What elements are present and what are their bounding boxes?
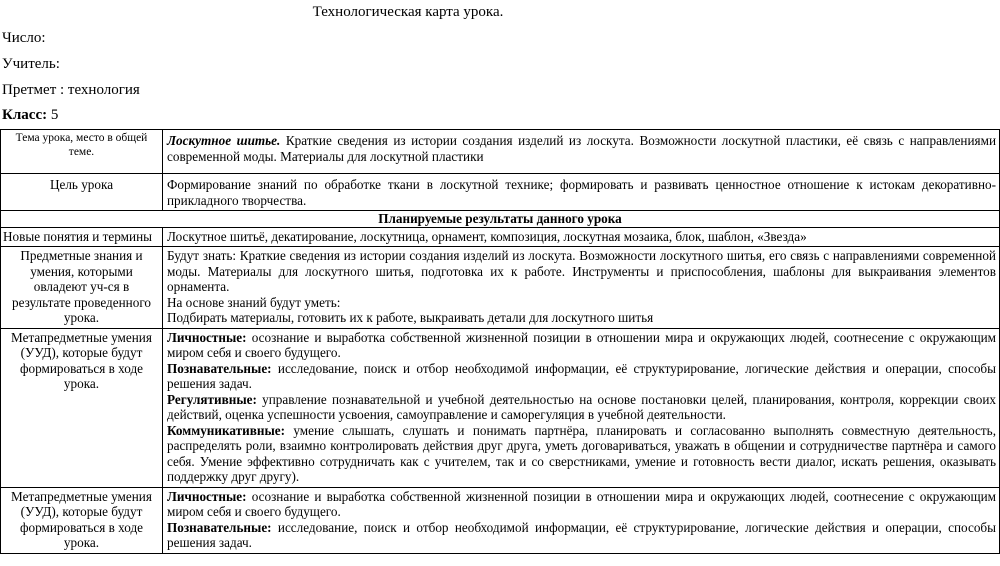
topic-title: Лоскутное шитье. (167, 133, 281, 148)
class-value: 5 (47, 107, 59, 123)
regulative-text: управление познавательной и учебной деятельностью на основе постановки целей, планирования, контроля, коррекции своих действий, оценка успешности усвоения, самоуправление и саморегуляция в учебной деятельности. (167, 391, 996, 422)
concepts-label: Новые понятия и термины (1, 227, 163, 247)
teacher-label: Учитель: (2, 56, 60, 72)
page-title: Технологическая карта урока. (312, 4, 504, 20)
cognitive-title-2: Познавательные: (167, 519, 272, 535)
knowledge-line-1: Будут знать: Краткие сведения из истории создания изделий из лоскута. Возможности лоскутного шитья, его связь с направлениями современной моды. Материалы для лоскутного шитья, подготовка их к работе. Инструменты и приспособления, шаблоны для выкраивания элементов орнамента. (167, 248, 996, 294)
table-row (1, 328, 1000, 487)
regulative-block (167, 392, 996, 423)
personal-block (167, 330, 996, 361)
communicative-title: Коммуникативные: (167, 422, 285, 438)
planned-results-header: Планируемые результаты данного урока (1, 211, 1000, 228)
personal-text-2: осознание и выработка собственной жизненной позиции в отношении мира и окружающих людей, соотнесение с окружающим миром себя и своего будущего. (167, 488, 996, 519)
meta-skills-label-2: Метапредметные умения (УУД), которые будут формироваться в ходе урока. (1, 487, 163, 553)
cognitive-text: исследование, поиск и отбор необходимой информации, её структурирование, логические действия и операции, способы решения задач. (167, 360, 996, 391)
subject-knowledge-label: Предметные знания и умения, которыми овладеют уч-ся в результате проведенного урока. (1, 247, 163, 329)
subject-label: Претмет : технология (2, 82, 140, 98)
topic-cell (163, 130, 1000, 174)
personal-title: Личностные: (167, 329, 247, 345)
personal-block-2 (167, 489, 996, 520)
regulative-title: Регулятивные: (167, 391, 257, 407)
cognitive-title: Познавательные: (167, 360, 272, 376)
table-row (1, 174, 1000, 211)
personal-title-2: Личностные: (167, 488, 247, 504)
communicative-block (167, 423, 996, 485)
personal-text: осознание и выработка собственной жизненной позиции в отношении мира и окружающих людей, соотнесение с окружающим миром себя и своего будущего. (167, 329, 996, 360)
cognitive-block (167, 361, 996, 392)
cognitive-block-2 (167, 520, 996, 551)
lesson-map-table (0, 129, 1000, 554)
table-row (1, 247, 1000, 329)
class-line (2, 107, 58, 124)
cognitive-text-2: исследование, поиск и отбор необходимой информации, её структурирование, логические действия и операции, способы решения задач. (167, 519, 996, 550)
meta-skills-cell (163, 328, 1000, 487)
meta-skills-cell-2 (163, 487, 1000, 553)
table-row (1, 130, 1000, 174)
goal-label: Цель урока (1, 174, 163, 211)
knowledge-line-3: Подбирать материалы, готовить их к работе, выкраивать детали для лоскутного шитья (167, 310, 654, 325)
date-label: Число: (2, 30, 46, 46)
concepts-text: Лоскутное шитьё, декатирование, лоскутница, орнамент, композиция, лоскутная мозаика, блок, шаблон, «Звезда» (163, 227, 1000, 247)
communicative-text: умение слышать, слушать и понимать партнёра, планировать и согласованно выполнять совместную деятельность, распределять роли, взаимно контролировать действия друг друга, уметь договариваться, уважать в общении и сотрудничестве партнёра и самого себя. Умение эффективно сотрудничать как с учителем, так и со сверстниками, умение и готовность вести диалог, искать решения, оказывать поддержку друг другу). (167, 422, 996, 484)
subject-knowledge-cell (163, 247, 1000, 329)
meta-skills-label: Метапредметные умения (УУД), которые будут формироваться в ходе урока. (1, 328, 163, 487)
topic-label: Тема урока, место в общей теме. (1, 130, 163, 174)
class-label: Класс: (2, 107, 48, 123)
table-row (1, 211, 1000, 228)
topic-text: Краткие сведения из истории создания изделий из лоскута. Возможности лоскутной пластики, её связь с направлениями современной моды. Материалы для лоскутной пластики (167, 133, 997, 164)
table-row (1, 487, 1000, 553)
table-row (1, 227, 1000, 247)
knowledge-line-2: На основе знаний будут уметь: (167, 294, 341, 310)
goal-text: Формирование знаний по обработке ткани в лоскутной технике; формировать и развивать ценностное отношение к истокам декоративно-прикладного творчества. (163, 174, 1000, 211)
